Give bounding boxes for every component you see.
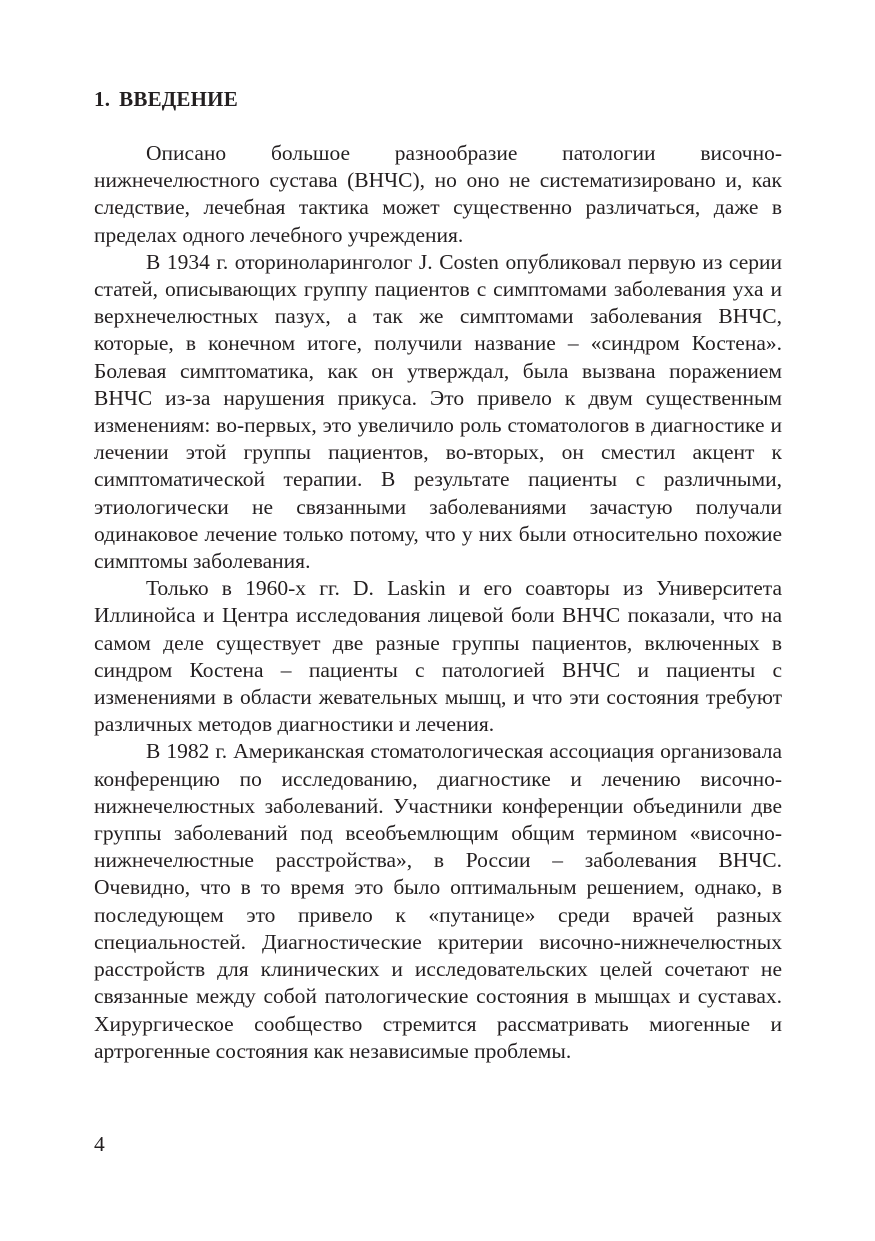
- paragraph-1: Описано большое разнообразие патологии височно-нижнечелюстного сустава (ВНЧС), но оно не систематизировано и, как следствие, лечебная тактика может существенно различаться, даже в пределах одного лечебного учреждения.: [94, 141, 782, 247]
- section-title: ВВЕДЕНИЕ: [119, 87, 238, 111]
- section-heading: [94, 84, 238, 114]
- section-number: 1.: [94, 87, 111, 111]
- paragraph-4: В 1982 г. Американская стоматологическая ассоциация организовала конференцию по исследованию, диагностике и лечению височно-нижнечелюстных заболеваний. Участники конференции объединили две группы заболеваний под всеобъемлющим общим термином «височно-нижнечелюстные расстройства», в России – заболевания ВНЧС. Очевидно, что в то время это было оптимальным решением, однако, в последующем это привело к «путанице» среди врачей разных специальностей. Диагностические критерии височно-нижнечелюстных расстройств для клинических и исследовательских целей сочетают не связанные между собой патологические состояния в мышцах и суставах. Хирургическое сообщество стремится рассматривать миогенные и артрогенные состояния как независимые проблемы.: [94, 739, 782, 1063]
- paragraph-2: В 1934 г. оториноларинголог J. Costen опубликовал первую из серии статей, описывающих группу пациентов с симптомами заболевания уха и верхнечелюстных пазух, а так же симптомами заболевания ВНЧС, которые, в конечном итоге, получили название – «синдром Костена». Болевая симптоматика, как он утверждал, была вызвана поражением ВНЧС из-за нарушения прикуса. Это привело к двум существенным изменениям: во-первых, это увеличило роль стоматологов в диагностике и лечении этой группы пациентов, во-вторых, он сместил акцент к симптоматической терапии. В результате пациенты с различными, этиологически не связанными заболеваниями зачастую получали одинаковое лечение только потому, что у них были относительно похожие симптомы заболевания.: [94, 249, 782, 574]
- page-number: 4: [94, 1132, 105, 1156]
- paragraph-3: Только в 1960-х гг. D. Laskin и его соавторы из Университета Иллинойса и Центра исследования лицевой боли ВНЧС показали, что на самом деле существует две разные группы пациентов, включенных в синдром Костена – пациенты с патологией ВНЧС и пациенты с изменениями в области жевательных мышц, и что эти состояния требуют различных методов диагностики и лечения.: [94, 576, 782, 737]
- body-text: [94, 140, 782, 1065]
